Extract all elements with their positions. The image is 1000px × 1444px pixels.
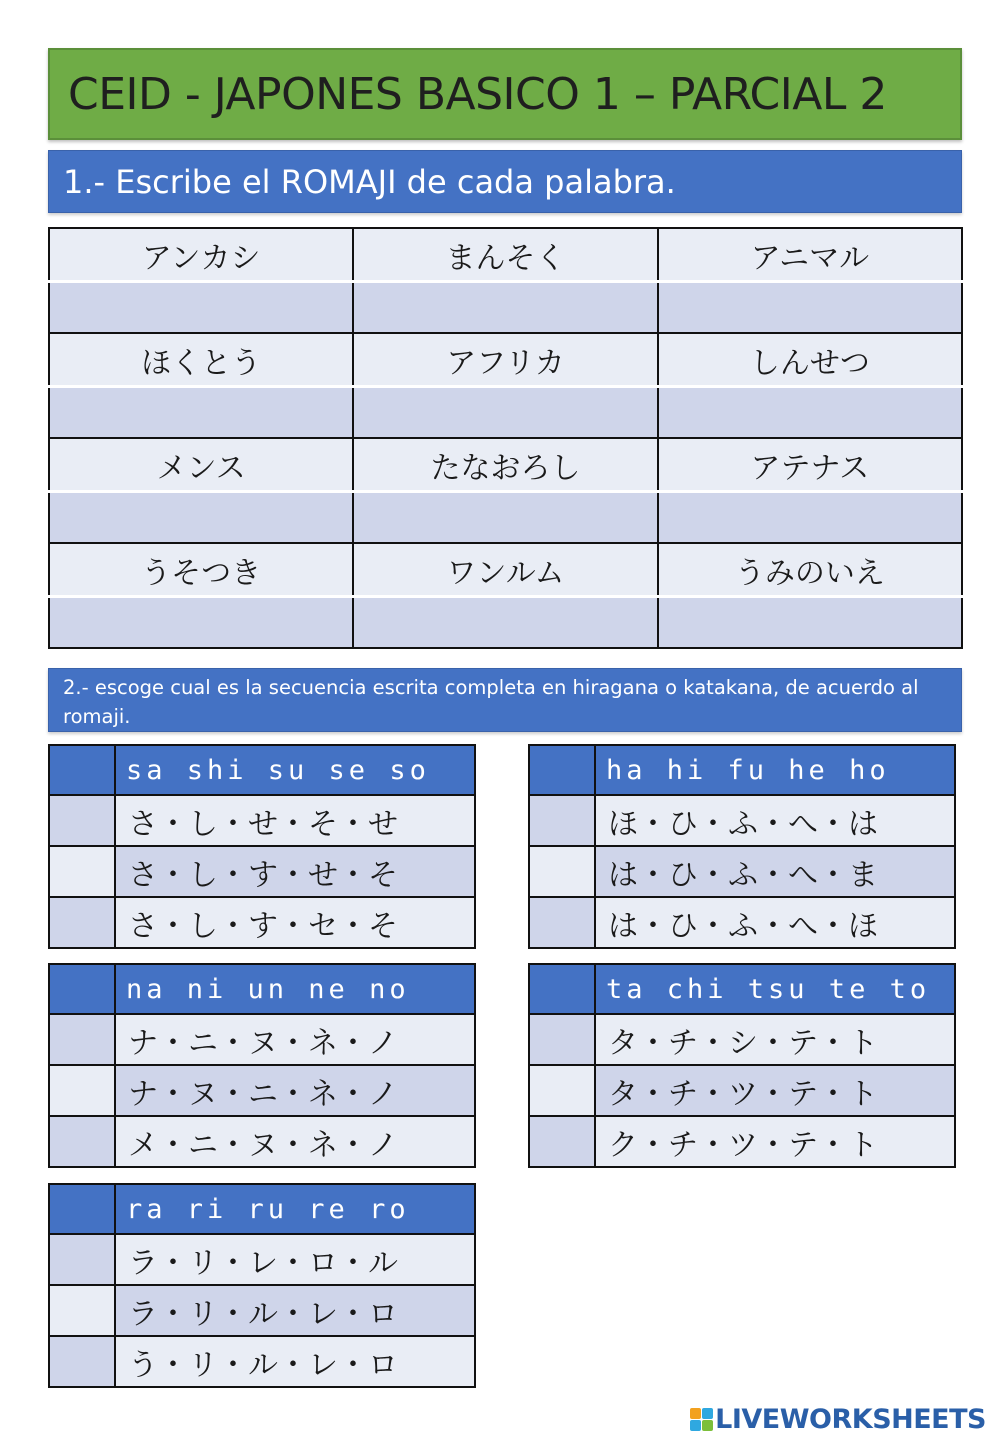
romaji-answer-field[interactable] [353,387,657,439]
option-select-box[interactable] [49,897,115,948]
romaji-sequence: sa shi su se so [115,745,475,795]
option-select-box[interactable] [49,1234,115,1285]
header-cell [49,745,115,795]
kana-option[interactable]: さ・し・せ・そ・せ [115,795,475,846]
romaji-sequence: ra ri ru re ro [115,1184,475,1234]
answer-row [49,387,962,439]
word-row [49,438,962,492]
kana-option[interactable]: タ・チ・ツ・テ・ト [595,1065,955,1116]
kana-option[interactable]: ラ・リ・レ・ロ・ル [115,1234,475,1285]
worksheet-title: CEID - JAPONES BASICO 1 – PARCIAL 2 [68,68,887,120]
romaji-answer-field[interactable] [49,282,353,334]
word-row [49,543,962,597]
japanese-word: うみのいえ [658,543,962,597]
option-select-box[interactable] [49,846,115,897]
kana-option[interactable]: タ・チ・シ・テ・ト [595,1014,955,1065]
romaji-sequence: ha hi fu he ho [595,745,955,795]
option-select-box[interactable] [529,1116,595,1167]
header-cell [49,964,115,1014]
choice-block-ta [528,963,956,1168]
option-select-box[interactable] [49,1285,115,1336]
option-select-box[interactable] [49,795,115,846]
romaji-sequence: ta chi tsu te to [595,964,955,1014]
kana-option[interactable]: は・ひ・ふ・へ・ま [595,846,955,897]
kana-option[interactable]: さ・し・す・セ・そ [115,897,475,948]
header-cell [529,745,595,795]
japanese-word: しんせつ [658,333,962,387]
japanese-word: アニマル [658,228,962,282]
option-select-box[interactable] [49,1065,115,1116]
worksheet-title-banner [48,48,962,140]
answer-row [49,282,962,334]
japanese-word: たなおろし [353,438,657,492]
header-cell [529,964,595,1014]
kana-option[interactable]: さ・し・す・せ・そ [115,846,475,897]
option-select-box[interactable] [49,1116,115,1167]
japanese-word: メンス [49,438,353,492]
romaji-answer-field[interactable] [49,387,353,439]
romaji-table [48,227,963,649]
section-1-heading: 1.- Escribe el ROMAJI de cada palabra. [63,162,676,201]
liveworksheets-logo [690,1404,986,1435]
logo-text: LIVEWORKSHEETS [715,1404,986,1435]
japanese-word: アンカシ [49,228,353,282]
section-2-heading: 2.- escoge cual es la secuencia escrita completa en hiragana o katakana, de acuerdo al romaji. [63,676,919,728]
romaji-answer-field[interactable] [353,282,657,334]
kana-option[interactable]: ナ・ニ・ヌ・ネ・ノ [115,1014,475,1065]
choice-block-ra [48,1183,476,1388]
answer-row [49,492,962,544]
liveworksheets-logo-icon [690,1408,713,1431]
romaji-answer-field[interactable] [353,597,657,649]
option-select-box[interactable] [49,1336,115,1387]
option-select-box[interactable] [529,1014,595,1065]
romaji-answer-field[interactable] [658,282,962,334]
option-select-box[interactable] [529,1065,595,1116]
japanese-word: ワンルム [353,543,657,597]
kana-option[interactable]: ほ・ひ・ふ・へ・は [595,795,955,846]
word-row [49,333,962,387]
option-select-box[interactable] [529,846,595,897]
kana-option[interactable]: ナ・ヌ・ニ・ネ・ノ [115,1065,475,1116]
japanese-word: アフリカ [353,333,657,387]
kana-option[interactable]: う・リ・ル・レ・ロ [115,1336,475,1387]
romaji-answer-field[interactable] [49,597,353,649]
option-select-box[interactable] [529,795,595,846]
romaji-answer-field[interactable] [658,597,962,649]
japanese-word: アテナス [658,438,962,492]
kana-option[interactable]: は・ひ・ふ・へ・ほ [595,897,955,948]
header-cell [49,1184,115,1234]
romaji-answer-field[interactable] [658,492,962,544]
section-1-heading-banner [48,150,962,213]
choice-block-sa [48,744,476,949]
choice-block-na [48,963,476,1168]
japanese-word: うそつき [49,543,353,597]
romaji-sequence: na ni un ne no [115,964,475,1014]
section-2-heading-banner [48,668,962,732]
japanese-word: ほくとう [49,333,353,387]
word-row [49,228,962,282]
option-select-box[interactable] [529,897,595,948]
romaji-answer-field[interactable] [658,387,962,439]
romaji-answer-field[interactable] [49,492,353,544]
kana-option[interactable]: ラ・リ・ル・レ・ロ [115,1285,475,1336]
choice-block-ha [528,744,956,949]
option-select-box[interactable] [49,1014,115,1065]
romaji-answer-field[interactable] [353,492,657,544]
kana-option[interactable]: メ・ニ・ヌ・ネ・ノ [115,1116,475,1167]
kana-option[interactable]: ク・チ・ツ・テ・ト [595,1116,955,1167]
japanese-word: まんそく [353,228,657,282]
answer-row [49,597,962,649]
